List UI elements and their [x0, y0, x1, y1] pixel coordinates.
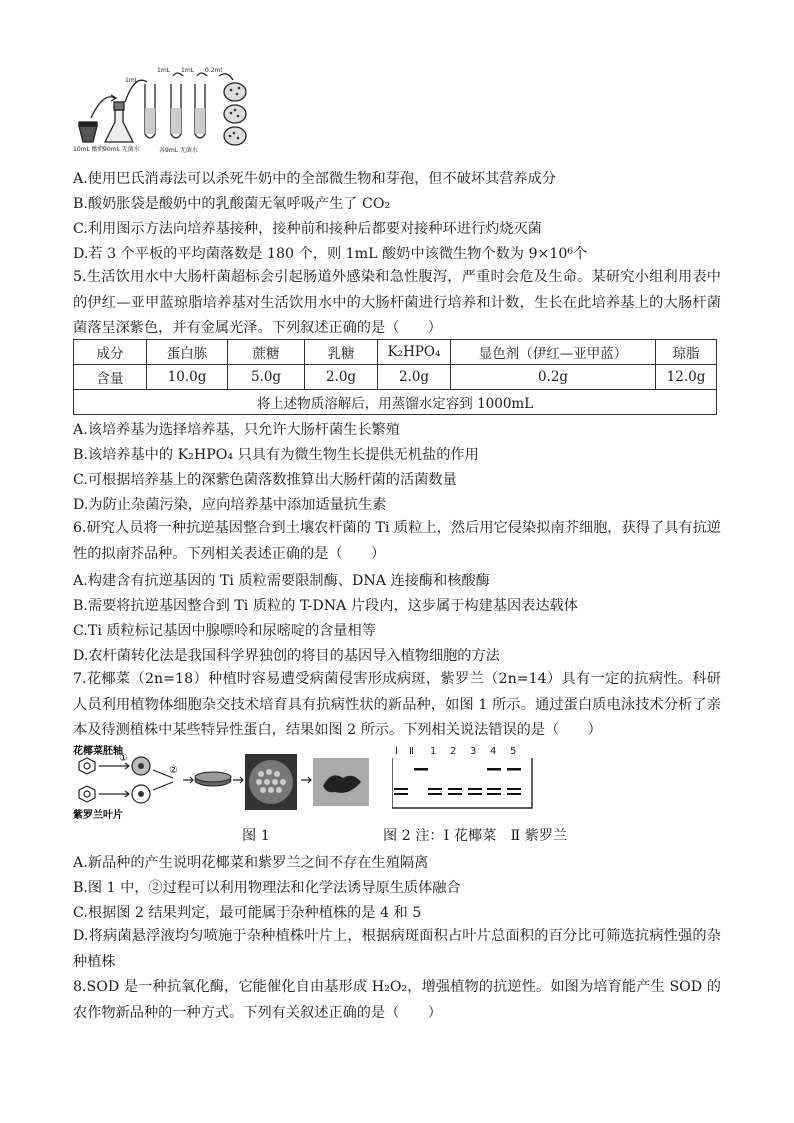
table-cell: 含量 [74, 365, 147, 390]
q8-stem: 8.SOD 是一种抗氧化酶，它能催化自由基形成 H₂O₂，增强植物的抗逆性。如图为培育能产生 SOD 的农作物新品种的一种方式。下列有关叙述正确的是（ ） [73, 979, 721, 1021]
table-cell: 0.2g [451, 365, 656, 390]
table-row [74, 390, 717, 415]
table-cell: 蛋白胨 [147, 340, 228, 365]
flask-label: 90mL 无菌水 [103, 146, 140, 153]
table-cell: 成分 [74, 340, 147, 365]
q6-option-d: D.农杆菌转化法是我国科学界独创的将目的基因导入植物细胞的方法 [73, 648, 500, 664]
table-row [74, 365, 717, 390]
q5-option-a: A.该培养基为选择培养基，只允许大肠杆菌生长繁殖 [73, 422, 400, 438]
figure-1-caption: 图 1 [242, 828, 270, 844]
fig1-top-label: 花椰菜胚轴 [73, 746, 123, 757]
serial-dilution-figure [73, 62, 253, 162]
table-cell: 12.0g [656, 365, 717, 390]
q5-option-c: C.可根据培养基上的深紫色菌落数推算出大肠杆菌的活菌数量 [73, 472, 457, 488]
volume-label: 1mL [125, 77, 139, 84]
lane-label: 2 [450, 746, 457, 757]
table-cell: 乳糖 [305, 340, 378, 365]
q7-option-d: D.将病菌悬浮液均匀喷施于杂种植株叶片上，根据病斑面积占叶片总面积的百分比可筛选抗病性强的杂种植株 [73, 928, 721, 970]
q5-option-b: B.该培养基中的 K₂HPO₄ 只具有为微生物生长提供无机盐的作用 [73, 447, 479, 463]
q6-option-c: C.Ti 质粒标记基因中腺嘌呤和尿嘧啶的含量相等 [73, 623, 376, 639]
table-row [74, 340, 717, 365]
table-cell: 显色剂（伊红—亚甲蓝） [451, 340, 656, 365]
volume-label: 0.2ml [205, 67, 223, 74]
q5-option-d: D.为防止杂菌污染，应向培养基中添加适量抗生素 [73, 497, 387, 513]
medium-composition-table [73, 339, 717, 415]
q4-option-c: C.利用图示方法向培养基接种，接种前和接种后都要对接种环进行灼烧灭菌 [73, 221, 542, 237]
q6-option-a: A.构建含有抗逆基因的 Ti 质粒需要限制酶、DNA 连接酶和核酸酶 [73, 573, 490, 589]
figure-2-caption: 图 2 注：Ⅰ 花椰菜 Ⅱ 紫罗兰 [383, 828, 568, 844]
table-cell: K₂HPO₄ [378, 340, 451, 365]
volume-label: 1mL [157, 67, 171, 74]
table-cell: 蔗糖 [228, 340, 305, 365]
lane-label: 5 [510, 746, 517, 757]
q7-stem: 7.花椰菜（2n=18）种植时容易遭受病菌侵害形成病斑，紫罗兰（2n=14）具有一定的抗病性。科研人员利用植物体细胞杂交技术培育具有抗病性状的新品种，如图 1 所示。通过蛋白质电泳技术分析了亲本及待测植株中某些特异性蛋白，结果如图 2 所示。下列相关说法错误的是（ ） [73, 671, 721, 738]
step-2-marker: ② [169, 765, 178, 776]
q6-option-b: B.需要将抗逆基因整合到 Ti 质粒的 T-DNA 片段内，这步属于构建基因表达载体 [73, 598, 578, 614]
table-cell: 5.0g [228, 365, 305, 390]
q7-option-a: A.新品种的产生说明花椰菜和紫罗兰之间不存在生殖隔离 [73, 855, 429, 871]
table-cell: 2.0g [378, 365, 451, 390]
fig1-bottom-label: 紫罗兰叶片 [73, 810, 123, 820]
q5-stem: 5.生活饮用水中大肠杆菌超标会引起肠道外感染和急性腹泻，严重时会危及生命。某研究小组利用表中的伊红—亚甲蓝琼脂培养基对生活饮用水中的大肠杆菌进行培养和计数，生长在此培养基上的大肠杆菌菌落呈深紫色，并有金属光泽。下列叙述正确的是（ ） [73, 269, 721, 336]
table-cell: 2.0g [305, 365, 378, 390]
table-cell: 10.0g [147, 365, 228, 390]
yogurt-label: 10mL 酸奶 [73, 146, 104, 153]
volume-label: 1mL [181, 67, 195, 74]
somatic-hybridization-figure [73, 742, 373, 820]
lane-label: 4 [490, 746, 497, 757]
electrophoresis-figure [392, 744, 534, 814]
lane-label: 3 [470, 746, 477, 757]
q7-option-b: B.图 1 中，②过程可以利用物理法和化学法诱导原生质体融合 [73, 880, 461, 896]
q4-option-b: B.酸奶胀袋是酸奶中的乳酸菌无氧呼吸产生了 CO₂ [73, 196, 391, 212]
q7-option-c: C.根据图 2 结果判定，最可能属于杂种植株的是 4 和 5 [73, 905, 422, 921]
step-1-marker: ① [119, 753, 128, 764]
q4-option-d: D.若 3 个平板的平均菌落数是 180 个，则 1mL 酸奶中该微生物个数为 9×10⁶个 [73, 246, 588, 262]
lane-label: Ⅱ [409, 746, 414, 757]
q6-stem: 6.研究人员将一种抗逆基因整合到土壤农杆菌的 Ti 质粒上，然后用它侵染拟南芥细胞，获得了具有抗逆性的拟南芥品种。下列相关表述正确的是（ ） [73, 520, 721, 562]
tubes-label: 各9mL 无菌水 [159, 147, 198, 154]
lane-label: 1 [430, 746, 437, 757]
lane-label: Ⅰ [395, 746, 398, 757]
table-note: 将上述物质溶解后，用蒸馏水定容到 1000mL [74, 390, 717, 415]
q4-option-a: A.使用巴氏消毒法可以杀死牛奶中的全部微生物和芽孢，但不破坏其营养成分 [73, 171, 556, 187]
table-cell: 琼脂 [656, 340, 717, 365]
